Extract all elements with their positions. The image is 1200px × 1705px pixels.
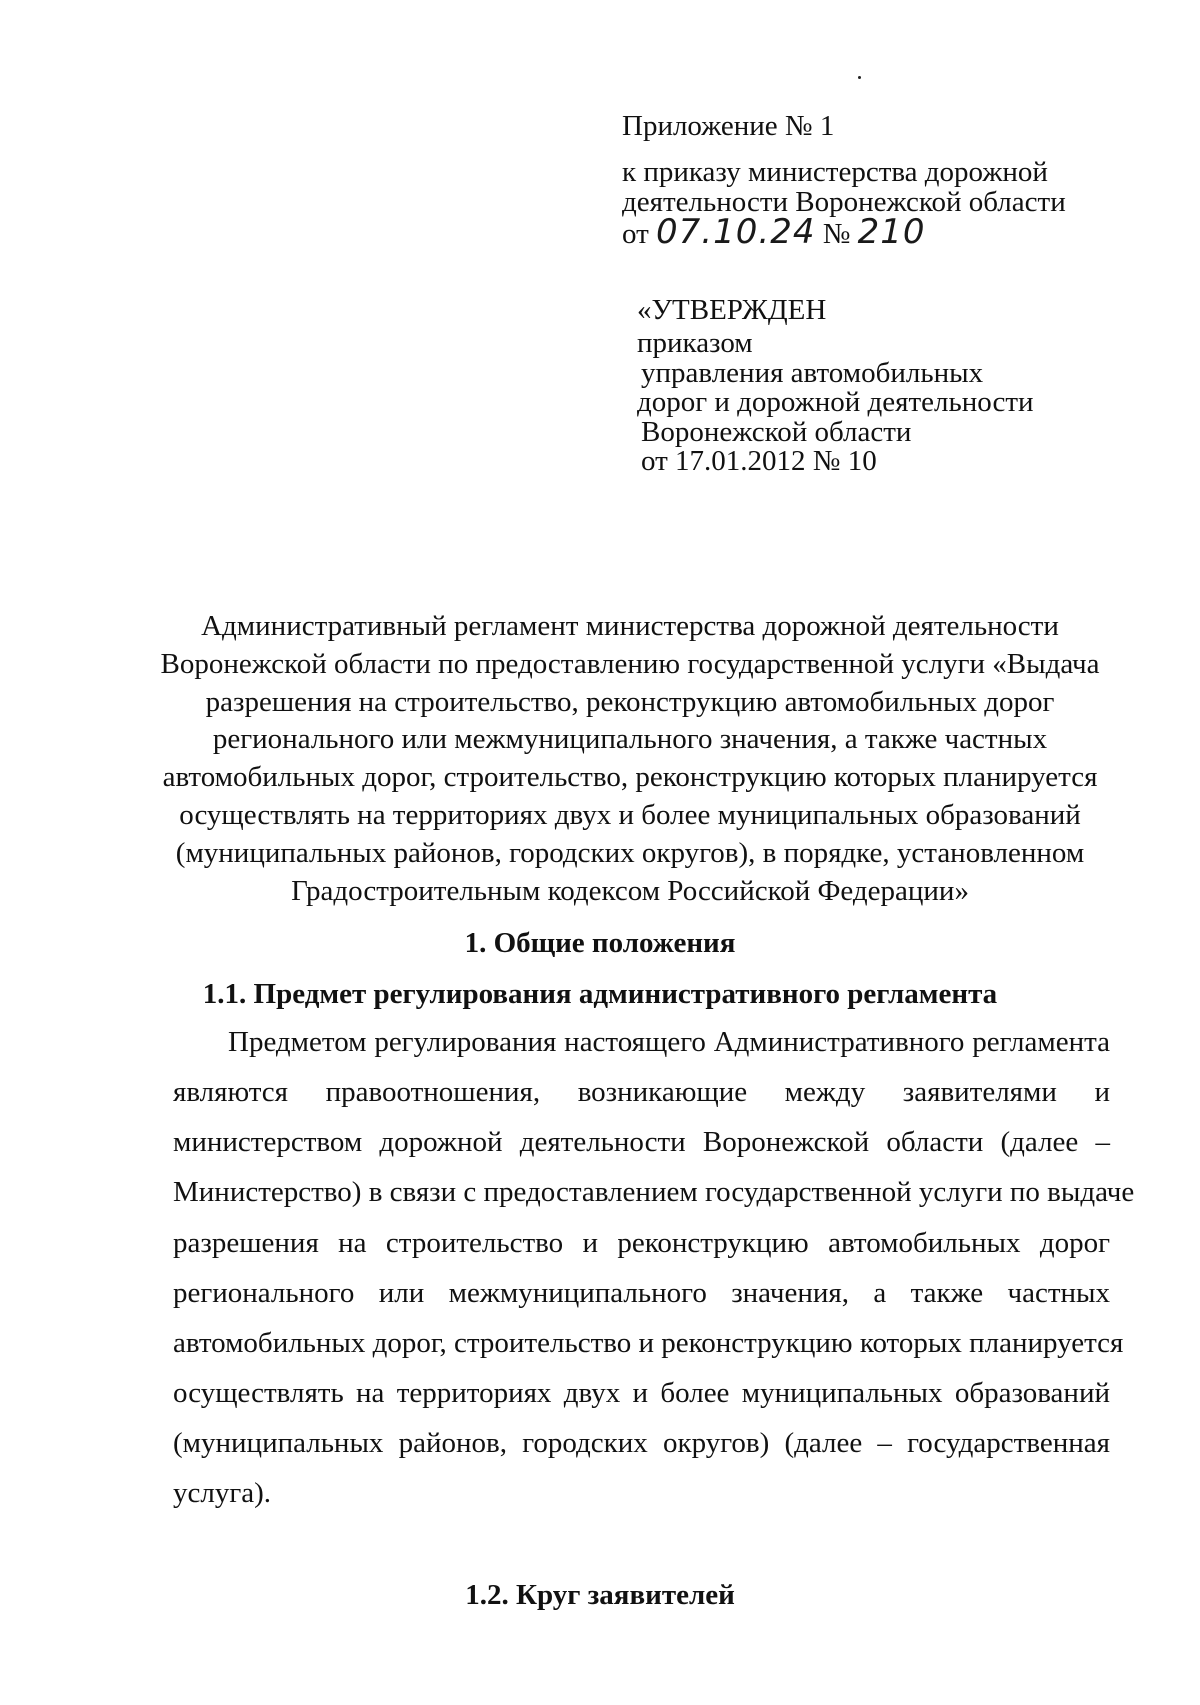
approved-line-3: управления автомобильных [641,357,984,389]
subsection-heading-1-2: 1.2. Круг заявителей [465,1579,735,1611]
paragraph-line: (муниципальных районов, городских округов) (далее – государственная [173,1427,1110,1459]
annex-line-2: деятельности Воронежской области [622,186,1066,218]
annex-date-line [622,212,926,252]
paragraph-line: осуществлять на территориях двух и более муниципальных образований [173,1377,1110,1409]
paragraph-line: регионального или межмуниципального значения, а также частных [173,1277,1110,1309]
approved-line-5: Воронежской области [641,416,912,448]
handwritten-date: 07.10.24 [656,212,816,252]
approved-line-6: от 17.01.2012 № 10 [641,445,877,477]
paragraph-line: министерством дорожной деятельности Воронежской области (далее – [173,1126,1110,1158]
paragraph-line: Предметом регулирования настоящего Административного регламента [228,1026,1110,1058]
section-heading: 1. Общие положения [464,927,736,959]
date-prefix: от [622,218,649,250]
annex-line-1: к приказу министерства дорожной [622,156,1048,188]
number-prefix: № [822,218,851,250]
title-line: (муниципальных районов, городских округов), в порядке, установленном [175,836,1085,869]
scan-speck [858,76,861,79]
approved-line-2: приказом [637,327,753,359]
annex-title: Приложение № 1 [622,110,835,142]
paragraph-line-last: услуга). [173,1477,272,1509]
approved-line-1: «УТВЕРЖДЕН [637,294,827,326]
paragraph-line: являются правоотношения, возникающие между заявителями и [173,1076,1110,1108]
title-line: разрешения на строительство, реконструкцию автомобильных дорог [205,685,1055,718]
title-line: Воронежской области по предоставлению государственной услуги «Выдача [160,647,1100,680]
title-line: Градостроительным кодексом Российской Федерации» [291,874,969,907]
title-line: регионального или межмуниципального значения, а также частных [212,723,1048,756]
title-line: автомобильных дорог, строительство, реконструкцию которых планируется [162,761,1098,794]
approved-line-4: дорог и дорожной деятельности [637,386,1034,418]
handwritten-number: 210 [857,212,926,252]
document-title [130,608,1130,910]
title-line: осуществлять на территориях двух и более муниципальных образований [179,798,1081,831]
paragraph-line: автомобильных дорог, строительство и реконструкцию которых планируется [173,1327,1124,1359]
paragraph-line: Министерство) в связи с предоставлением государственной услуги по выдаче [173,1176,1135,1208]
title-line: Административный регламент министерства дорожной деятельности [201,610,1059,642]
subsection-heading: 1.1. Предмет регулирования административного регламента [202,978,998,1010]
paragraph-line: разрешения на строительство и реконструкцию автомобильных дорог [173,1227,1110,1259]
